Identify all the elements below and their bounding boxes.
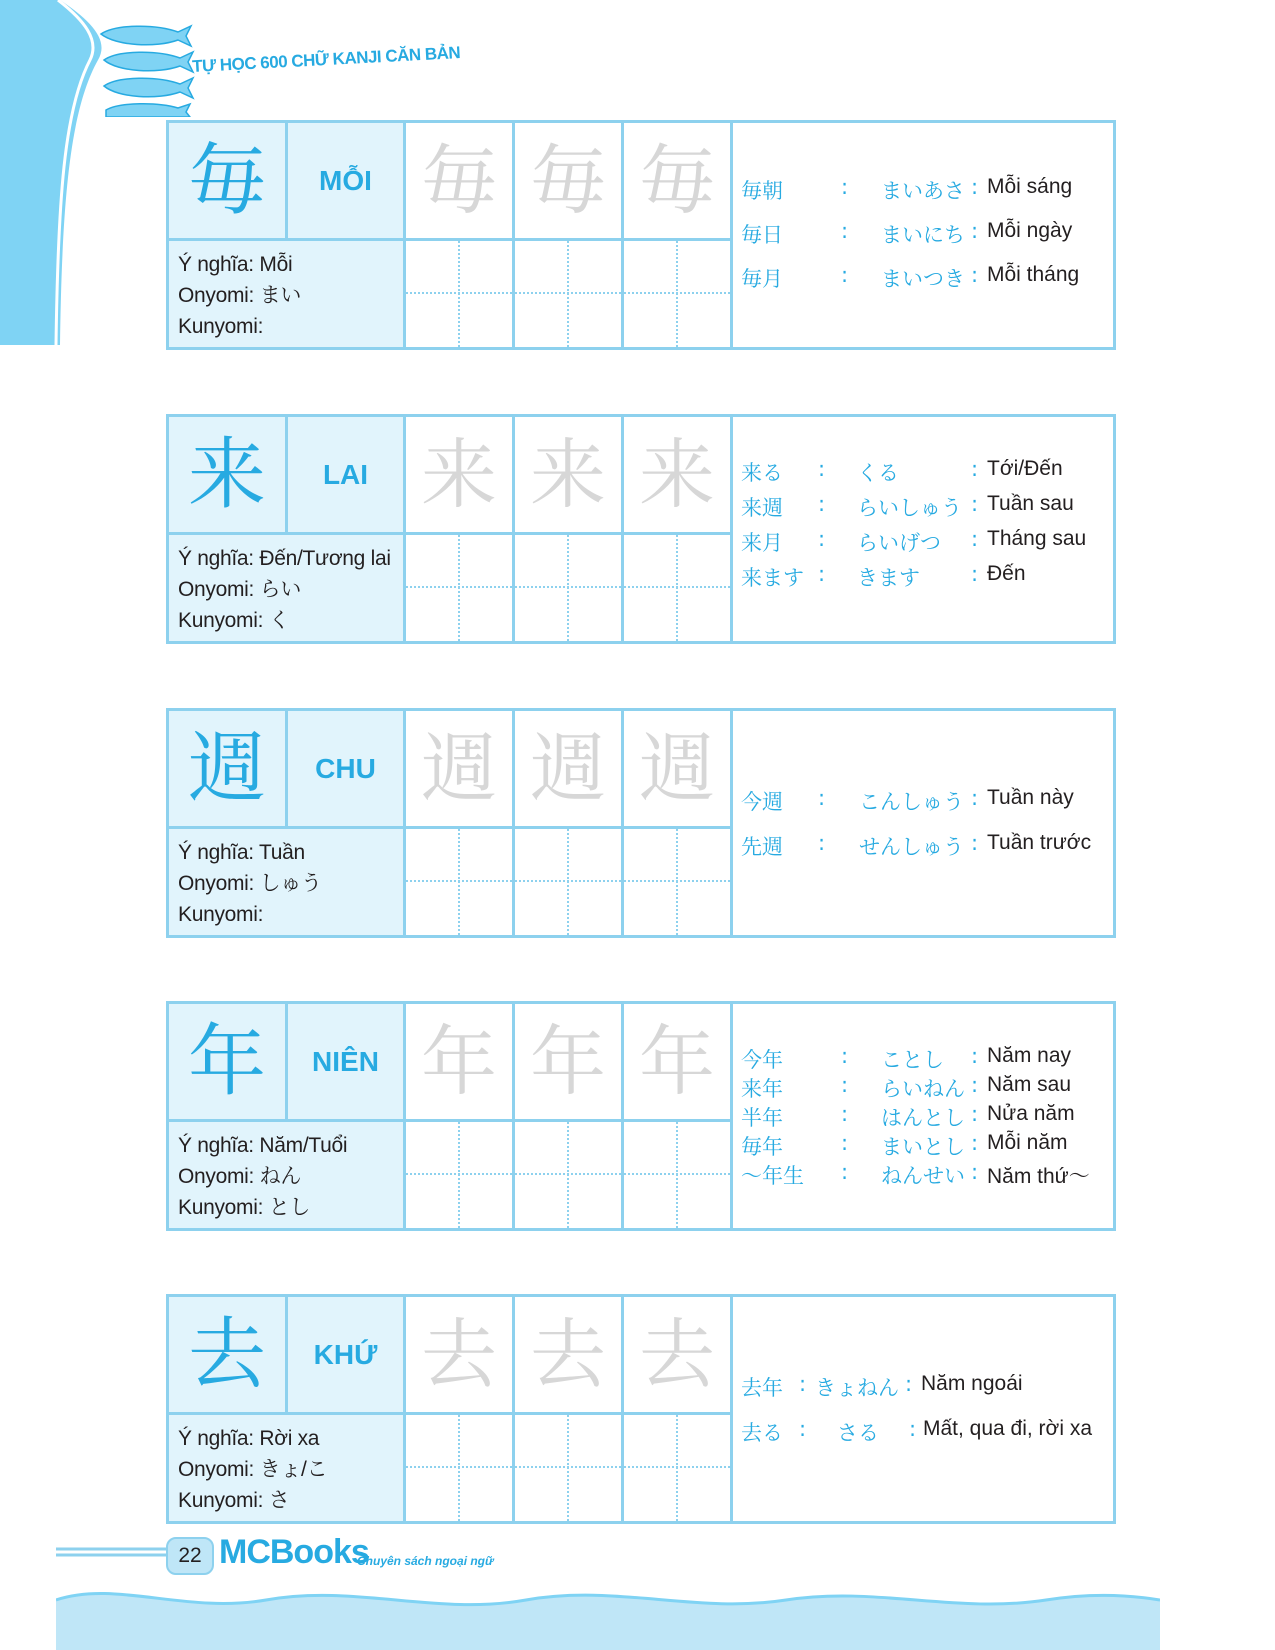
- vocab-meaning: Mỗi ngày: [987, 219, 1073, 242]
- onyomi-label: Onyomi:: [178, 872, 255, 895]
- vocab-colon: :: [971, 1102, 979, 1126]
- practice-box[interactable]: [515, 1415, 624, 1521]
- kanji-card-kyo: [166, 1294, 1116, 1524]
- vocab-colon: :: [971, 1160, 979, 1184]
- vocab-colon: :: [971, 786, 979, 810]
- vocab-colon: :: [905, 1372, 913, 1396]
- vocab-meaning: Đến: [987, 562, 1026, 585]
- kunyomi-value: とし: [268, 1196, 311, 1219]
- vocab-word: 来ます: [741, 566, 804, 590]
- onyomi-value: しゅう: [259, 872, 322, 895]
- trace-kanji: 去: [624, 1297, 733, 1415]
- onyomi-label: Onyomi:: [178, 1458, 255, 1481]
- onyomi-value: まい: [259, 284, 302, 307]
- kanji-card-shuu: [166, 708, 1116, 938]
- vocab-colon: :: [971, 527, 979, 551]
- kanji-character: 来: [169, 417, 288, 535]
- vocab-word: 去る: [741, 1421, 783, 1445]
- vocab-meaning: Tới/Đến: [987, 457, 1063, 480]
- kanji-card-nen: [166, 1001, 1116, 1231]
- vocab-meaning: Mỗi tháng: [987, 263, 1080, 286]
- trace-kanji: 去: [406, 1297, 515, 1415]
- trace-kanji: 来: [406, 417, 515, 535]
- vocab-colon: :: [799, 1372, 807, 1396]
- vocab-word: 来週: [741, 496, 783, 520]
- onyomi-label: Onyomi:: [178, 578, 255, 601]
- meaning-value: Tuần: [258, 841, 305, 864]
- vocab-reading: きょねん: [815, 1376, 899, 1400]
- vocab-colon: :: [818, 527, 826, 551]
- vocab-reading: ことし: [881, 1048, 944, 1072]
- vocab-word: 毎月: [741, 267, 783, 291]
- meaning-label: Ý nghĩa:: [178, 1134, 254, 1157]
- vocab-colon: :: [841, 1073, 849, 1097]
- practice-box[interactable]: [406, 535, 515, 641]
- vocab-colon: :: [818, 786, 826, 810]
- vocab-word: 来月: [741, 531, 783, 555]
- onyomi-value: きょ/こ: [259, 1458, 328, 1481]
- meaning-value: Năm/Tuổi: [259, 1134, 348, 1157]
- kunyomi-label: Kunyomi:: [178, 609, 264, 632]
- practice-box[interactable]: [406, 241, 515, 347]
- practice-box[interactable]: [515, 535, 624, 641]
- trace-kanji: 毎: [515, 123, 624, 241]
- trace-kanji: 週: [515, 711, 624, 829]
- vocab-reading: まいつき: [881, 267, 965, 291]
- vocab-colon: :: [971, 1131, 979, 1155]
- meaning-value: Đến/Tương lai: [259, 547, 391, 570]
- vocab-reading: はんとし: [881, 1106, 965, 1130]
- vocab-colon: :: [841, 263, 849, 287]
- meaning-label: Ý nghĩa:: [178, 253, 254, 276]
- practice-box[interactable]: [624, 535, 733, 641]
- vocabulary-list: [733, 711, 1113, 935]
- practice-box[interactable]: [515, 241, 624, 347]
- trace-kanji: 毎: [406, 123, 515, 241]
- trace-kanji: 毎: [624, 123, 733, 241]
- vocab-colon: :: [818, 562, 826, 586]
- vocab-word: 去年: [741, 1376, 783, 1400]
- vocab-colon: :: [841, 175, 849, 199]
- vocab-word: 先週: [741, 835, 783, 859]
- trace-kanji: 週: [624, 711, 733, 829]
- vocab-colon: :: [818, 492, 826, 516]
- brand-tagline: Chuyên sách ngoại ngữ: [357, 1554, 494, 1568]
- trace-kanji: 来: [515, 417, 624, 535]
- vocab-meaning: Tháng sau: [987, 527, 1087, 550]
- han-viet-reading: MỖI: [288, 123, 406, 241]
- vocab-colon: :: [818, 457, 826, 481]
- vocabulary-list: [733, 1297, 1113, 1521]
- trace-kanji: 週: [406, 711, 515, 829]
- kanji-info: [169, 535, 406, 641]
- practice-box[interactable]: [624, 1415, 733, 1521]
- vocab-reading: まいにち: [881, 223, 965, 247]
- vocab-reading: ねんせい: [881, 1164, 965, 1188]
- han-viet-reading: LAI: [288, 417, 406, 535]
- kanji-character: 年: [169, 1004, 288, 1122]
- vocab-colon: :: [841, 219, 849, 243]
- vocab-meaning: Năm nay: [987, 1044, 1072, 1067]
- trace-kanji: 来: [624, 417, 733, 535]
- vocab-reading: こんしゅう: [859, 790, 964, 814]
- han-viet-reading: NIÊN: [288, 1004, 406, 1122]
- vocab-meaning: Mỗi năm: [987, 1131, 1068, 1154]
- vocab-colon: :: [841, 1102, 849, 1126]
- vocab-colon: :: [971, 219, 979, 243]
- vocab-reading: さる: [837, 1421, 879, 1445]
- vocab-meaning: Tuần trước: [987, 831, 1092, 854]
- vocab-colon: :: [971, 1044, 979, 1068]
- vocab-word: 毎年: [741, 1135, 783, 1159]
- vocab-colon: :: [971, 175, 979, 199]
- practice-box[interactable]: [624, 829, 733, 935]
- vocab-colon: :: [971, 831, 979, 855]
- vocab-meaning: Nửa năm: [987, 1102, 1075, 1125]
- practice-box[interactable]: [406, 1415, 515, 1521]
- vocab-reading: らいしゅう: [857, 496, 962, 520]
- vocab-colon: :: [971, 457, 979, 481]
- kanji-card-rai: [166, 414, 1116, 644]
- meaning-value: Rời xa: [259, 1427, 320, 1450]
- kanji-info: [169, 1122, 406, 1228]
- brand-logo: MCBooks: [219, 1533, 369, 1571]
- kanji-info: [169, 1415, 406, 1521]
- vocab-colon: :: [841, 1131, 849, 1155]
- kunyomi-label: Kunyomi:: [178, 903, 264, 926]
- meaning-label: Ý nghĩa:: [178, 841, 254, 864]
- vocab-reading: らいねん: [881, 1077, 965, 1101]
- vocab-meaning: Năm sau: [987, 1073, 1072, 1096]
- onyomi-value: らい: [259, 578, 302, 601]
- kanji-info: [169, 829, 406, 935]
- vocab-word: ～年生: [741, 1164, 804, 1188]
- practice-box[interactable]: [515, 1122, 624, 1228]
- kunyomi-value: く: [268, 609, 290, 632]
- han-viet-reading: KHỨ: [288, 1297, 406, 1415]
- practice-box[interactable]: [624, 1122, 733, 1228]
- han-viet-reading: CHU: [288, 711, 406, 829]
- vocabulary-list: [733, 1004, 1113, 1228]
- vocab-word: 毎日: [741, 223, 783, 247]
- vocab-word: 今年: [741, 1048, 783, 1072]
- trace-kanji: 年: [624, 1004, 733, 1122]
- vocab-reading: まいあさ: [881, 179, 965, 203]
- kunyomi-value: さ: [268, 1489, 290, 1512]
- vocab-reading: まいとし: [881, 1135, 965, 1159]
- vocab-colon: :: [971, 263, 979, 287]
- vocab-reading: らいげつ: [857, 531, 941, 555]
- kanji-character: 去: [169, 1297, 288, 1415]
- onyomi-label: Onyomi:: [178, 1165, 255, 1188]
- vocab-colon: :: [909, 1417, 917, 1441]
- practice-box[interactable]: [624, 241, 733, 347]
- meaning-value: Mỗi: [259, 253, 293, 276]
- vocab-reading: きます: [857, 566, 920, 590]
- meaning-label: Ý nghĩa:: [178, 547, 254, 570]
- bottom-wave-decoration: [56, 1578, 1160, 1650]
- fish-streamers-icon: [96, 22, 196, 117]
- vocab-colon: :: [841, 1044, 849, 1068]
- kanji-info: [169, 241, 406, 347]
- vocab-colon: :: [971, 562, 979, 586]
- vocab-meaning: Năm thứ～: [987, 1165, 1090, 1188]
- trace-kanji: 年: [406, 1004, 515, 1122]
- vocab-colon: :: [799, 1417, 807, 1441]
- kunyomi-label: Kunyomi:: [178, 1196, 264, 1219]
- vocab-word: 毎朝: [741, 179, 783, 203]
- vocab-meaning: Năm ngoái: [921, 1372, 1023, 1395]
- onyomi-label: Onyomi:: [178, 284, 255, 307]
- kanji-character: 毎: [169, 123, 288, 241]
- practice-box[interactable]: [406, 1122, 515, 1228]
- trace-kanji: 年: [515, 1004, 624, 1122]
- vocab-word: 今週: [741, 790, 783, 814]
- vocab-meaning: Mỗi sáng: [987, 175, 1073, 198]
- vocab-reading: くる: [857, 461, 899, 485]
- vocab-word: 半年: [741, 1106, 783, 1130]
- vocab-colon: :: [971, 492, 979, 516]
- vocab-meaning: Tuần này: [987, 786, 1074, 809]
- vocab-colon: :: [818, 831, 826, 855]
- vocab-reading: せんしゅう: [859, 835, 964, 859]
- vocab-colon: :: [841, 1160, 849, 1184]
- page-number: 22: [166, 1537, 214, 1575]
- kanji-card-mei: [166, 120, 1116, 350]
- meaning-label: Ý nghĩa:: [178, 1427, 254, 1450]
- kanji-character: 週: [169, 711, 288, 829]
- book-title: TỰ HỌC 600 CHỮ KANJI CĂN BẢN: [191, 42, 461, 77]
- vocabulary-list: [733, 417, 1113, 641]
- vocab-meaning: Mất, qua đi, rời xa: [923, 1417, 1093, 1440]
- trace-kanji: 去: [515, 1297, 624, 1415]
- practice-box[interactable]: [406, 829, 515, 935]
- kunyomi-label: Kunyomi:: [178, 1489, 264, 1512]
- vocab-word: 来年: [741, 1077, 783, 1101]
- vocab-word: 来る: [741, 461, 783, 485]
- kunyomi-label: Kunyomi:: [178, 315, 264, 338]
- vocab-meaning: Tuần sau: [987, 492, 1074, 515]
- vocab-colon: :: [971, 1073, 979, 1097]
- practice-box[interactable]: [515, 829, 624, 935]
- vocabulary-list: [733, 123, 1113, 347]
- footer-rule: [0, 1545, 170, 1565]
- onyomi-value: ねん: [259, 1165, 302, 1188]
